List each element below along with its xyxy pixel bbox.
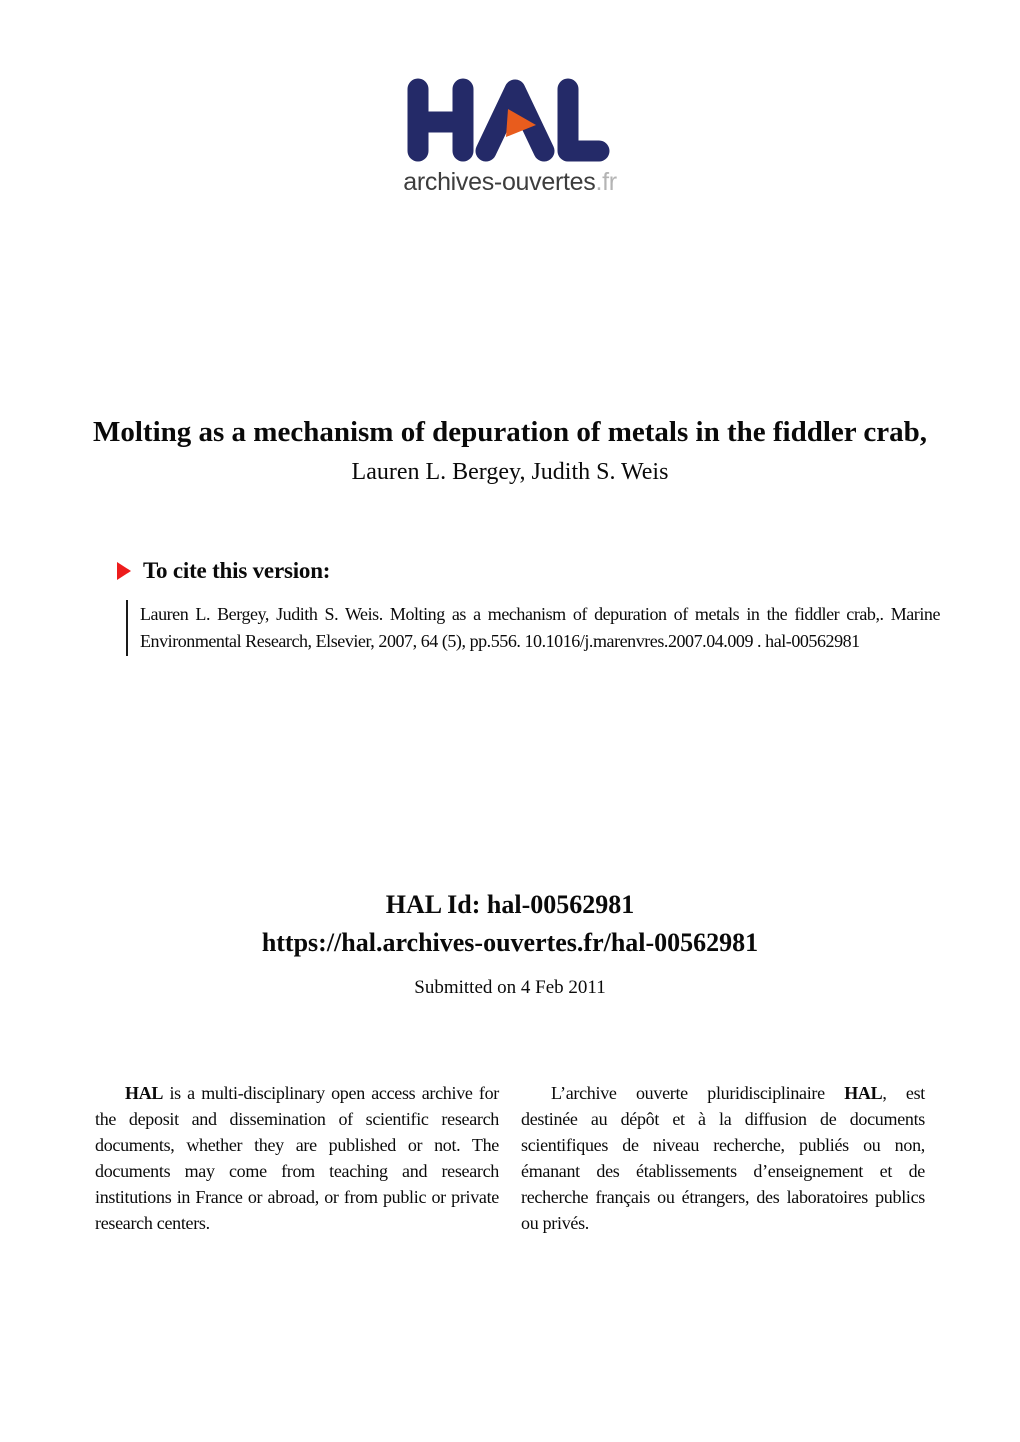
hal-id: HAL Id: hal-00562981	[385, 889, 635, 919]
about-hal-english-bold: HAL	[125, 1082, 164, 1103]
hal-logo-wordmark	[0, 170, 1020, 195]
hal-logo-letters-icon	[407, 78, 613, 162]
submission-date: Submitted on 4 Feb 2011	[414, 976, 606, 998]
hal-url-link[interactable]: https://hal.archives-ouvertes.fr/hal-00562981	[261, 927, 759, 957]
cite-heading	[116, 556, 1020, 586]
hal-logo-letter-h	[418, 89, 463, 151]
cite-bullet-icon	[116, 561, 132, 581]
about-hal-french	[521, 1080, 925, 1236]
hal-logo-wordmark-main: archives-ouvertes	[403, 168, 596, 196]
hal-logo-letter-l	[568, 89, 599, 151]
hal-logo	[0, 0, 1020, 195]
paper-authors: Lauren L. Bergey, Judith S. Weis	[351, 458, 669, 485]
about-hal-french-bold: HAL	[844, 1082, 883, 1103]
hal-logo-wordmark-tld: .fr	[595, 168, 617, 196]
about-hal-english	[95, 1080, 499, 1236]
about-hal-french-pre: L’archive ouverte pluridisciplinaire	[551, 1082, 845, 1103]
about-hal-french-text: , est destinée au dépôt et à la diffusion de documents scientifiques de niveau recherche, publiés ou non, émanant des établissements d’enseignement et de recherche français ou étrangers, des laboratoires publics ou privés.	[521, 1082, 925, 1233]
citation-block: Lauren L. Bergey, Judith S. Weis. Molting as a mechanism of depuration of metals in the fiddler crab,. Marine Environmental Research, Elsevier, 2007, 64 (5), pp.556. 10.1016/j.marenvres.2007.04.009 . hal-00562981	[126, 600, 940, 656]
about-hal-english-text: is a multi-disciplinary open access archive for the deposit and dissemination of scientific research documents, whether they are published or not. The documents may come from teaching and research institutions in France or abroad, or from public or private research centers.	[95, 1082, 499, 1233]
cite-heading-label: To cite this version:	[143, 557, 331, 583]
paper-title: Molting as a mechanism of depuration of metals in the fiddler crab,	[93, 416, 927, 448]
about-hal-columns	[0, 1080, 1020, 1236]
